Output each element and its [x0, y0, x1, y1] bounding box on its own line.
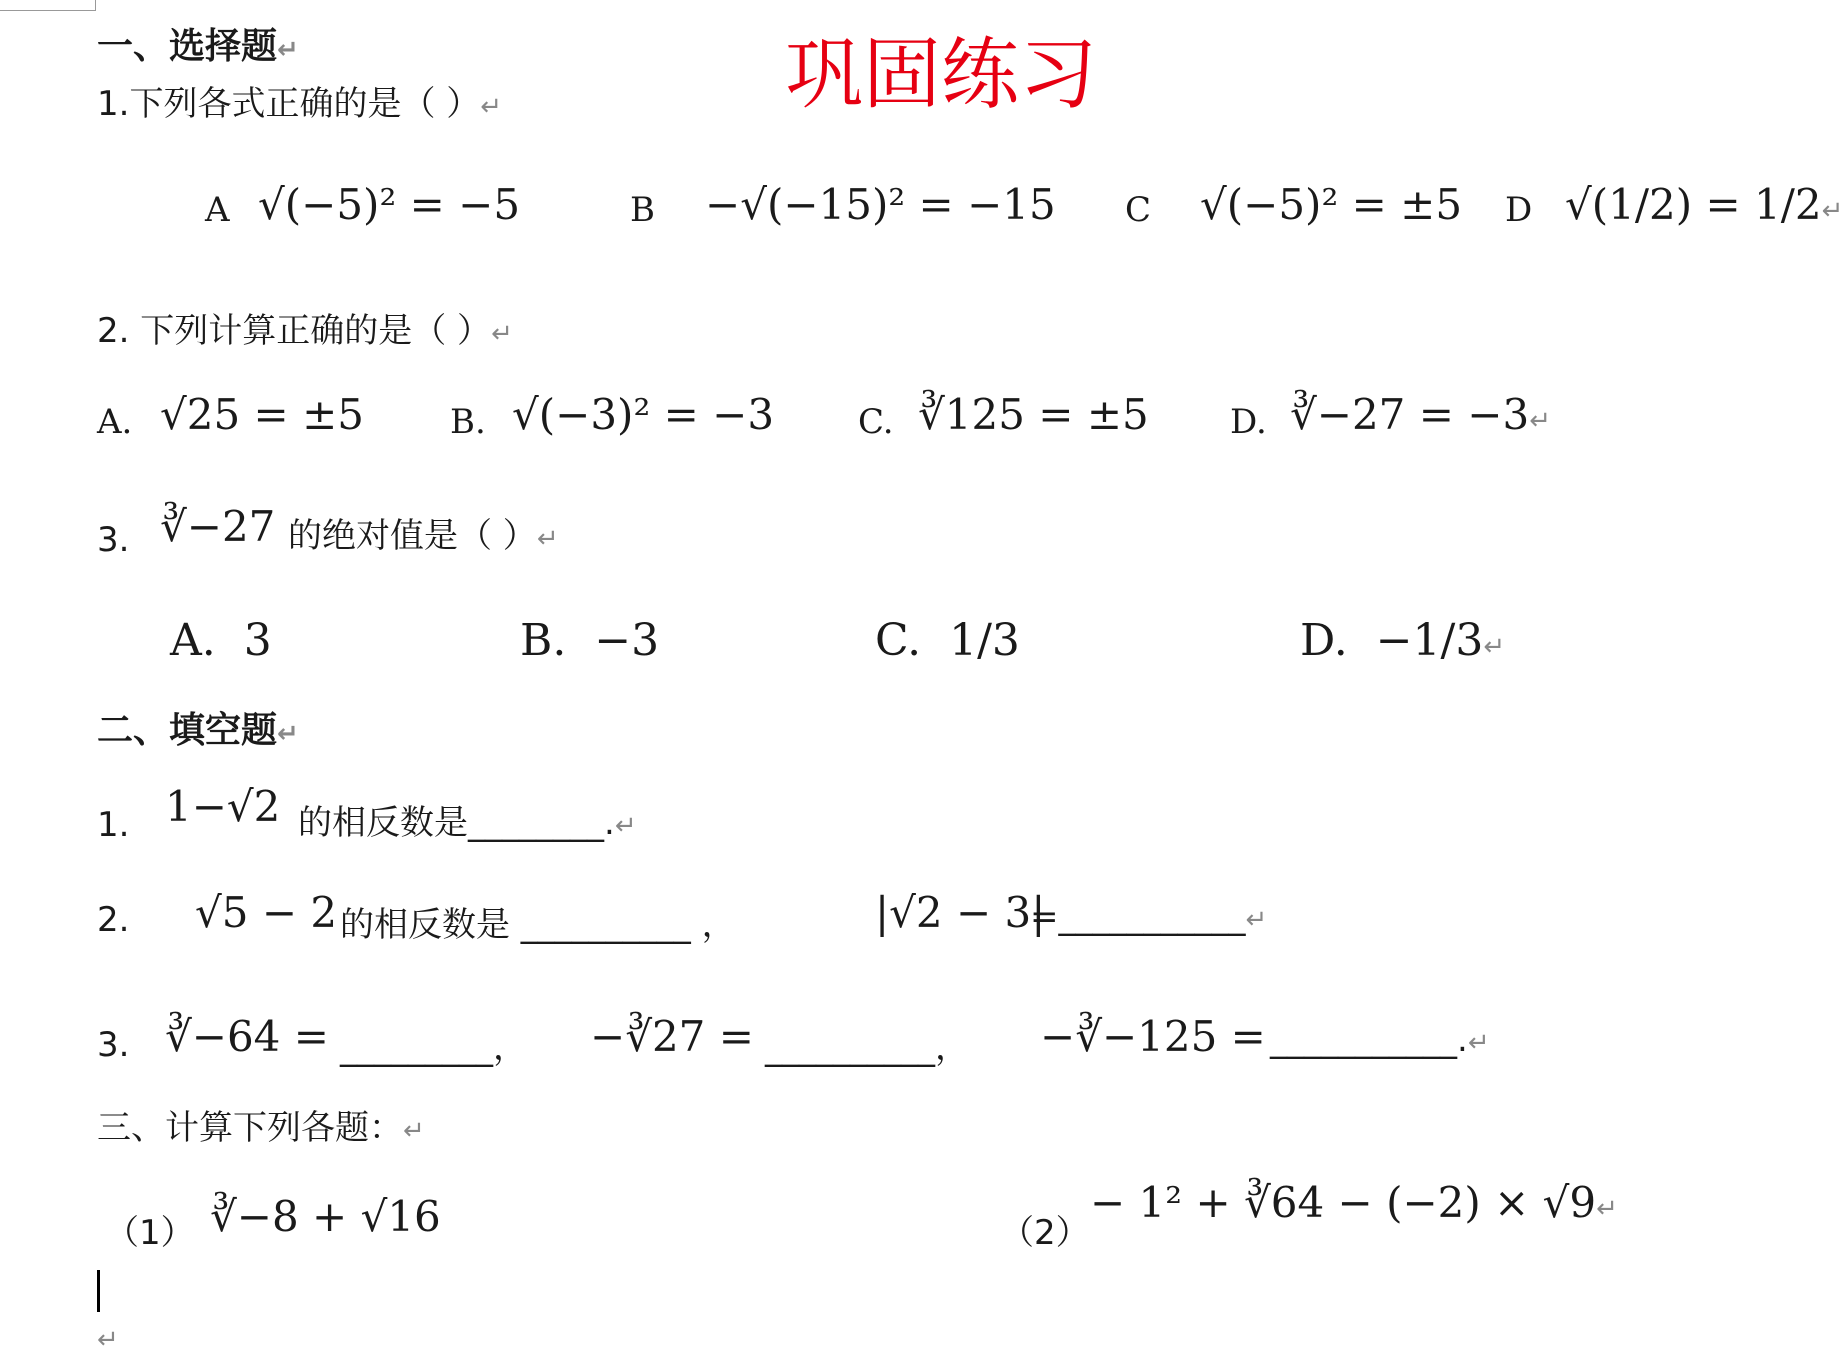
section2-heading: 二、填空题↵: [97, 709, 299, 751]
q2-option-b-expr: √(−3)² = −3: [512, 390, 775, 439]
calc2-label: （2）: [1000, 1213, 1090, 1253]
q3-number: 3.: [97, 520, 130, 560]
fill2-text: 的相反数是 __________ ，: [340, 905, 736, 945]
q2-option-a-label: A.: [97, 402, 133, 442]
q1-stem: 1.下列各式正确的是（ ）↵: [97, 84, 503, 124]
fill1-expr: 1−√2: [165, 782, 281, 831]
calc1-label: （1）: [105, 1213, 195, 1253]
q1-option-b-expr: −√(−15)² = −15: [705, 180, 1056, 229]
fill2-expr2: |√2 − 3|: [875, 888, 1046, 937]
section3-heading: 三、计算下列各题：↵: [97, 1108, 425, 1148]
text-cursor: [97, 1270, 100, 1312]
fill1-text: 的相反数是________.↵: [298, 803, 637, 843]
q2-option-a-expr: √25 = ±5: [160, 390, 365, 439]
q1-option-d-label: D: [1505, 190, 1533, 230]
q2-option-c-expr: ∛125 = ±5: [918, 390, 1149, 439]
fill3-expr1: ∛−64 =: [165, 1012, 329, 1061]
page-corner-mark: [0, 0, 96, 11]
fill3-expr3: −∛−125 =: [1040, 1012, 1266, 1061]
q1-option-b-label: B: [630, 190, 655, 230]
q1-option-a-expr: √(−5)² = −5: [258, 180, 521, 229]
q1-option-a-label: A: [205, 190, 230, 230]
empty-paragraph-mark: ↵: [97, 1325, 119, 1355]
q1-option-c-label: C: [1125, 190, 1152, 230]
fill2-text2: =___________↵: [1030, 897, 1268, 937]
calc2-expr: − 1² + ∛64 − (−2) × √9↵: [1090, 1178, 1618, 1227]
q1-option-d-expr: √(1/2) = 1/2↵: [1565, 180, 1843, 229]
q3-option-c: C. 1/3: [875, 615, 1020, 666]
q3-expr: ∛−27: [160, 502, 276, 551]
fill3-blank1: _________，: [340, 1028, 527, 1068]
fill3-number: 3.: [97, 1025, 130, 1065]
q2-stem: 2. 下列计算正确的是（ ）↵: [97, 311, 513, 351]
q2-option-b-label: B.: [450, 402, 486, 442]
q2-option-d-label: D.: [1230, 402, 1267, 442]
fill2-number: 2.: [97, 900, 130, 940]
q3-option-a: A. 3: [170, 615, 272, 666]
calc1-expr: ∛−8 + √16: [210, 1192, 441, 1241]
q3-option-b: B. −3: [520, 615, 660, 666]
q3-stem: 的绝对值是（ ）↵: [288, 516, 559, 556]
fill3-blank3: ___________.↵: [1270, 1020, 1490, 1060]
fill3-expr2: −∛27 =: [590, 1012, 754, 1061]
page-title: 巩固练习: [785, 30, 1098, 120]
fill3-blank2: __________，: [765, 1028, 969, 1068]
q2-option-c-label: C.: [858, 402, 894, 442]
fill1-number: 1.: [97, 805, 130, 845]
fill2-expr: √5 − 2: [195, 888, 338, 937]
q3-option-d: D. −1/3↵: [1300, 615, 1506, 666]
q1-option-c-expr: √(−5)² = ±5: [1200, 180, 1463, 229]
q2-option-d-expr: ∛−27 = −3↵: [1290, 390, 1551, 439]
section1-heading: 一、选择题↵: [97, 25, 299, 67]
